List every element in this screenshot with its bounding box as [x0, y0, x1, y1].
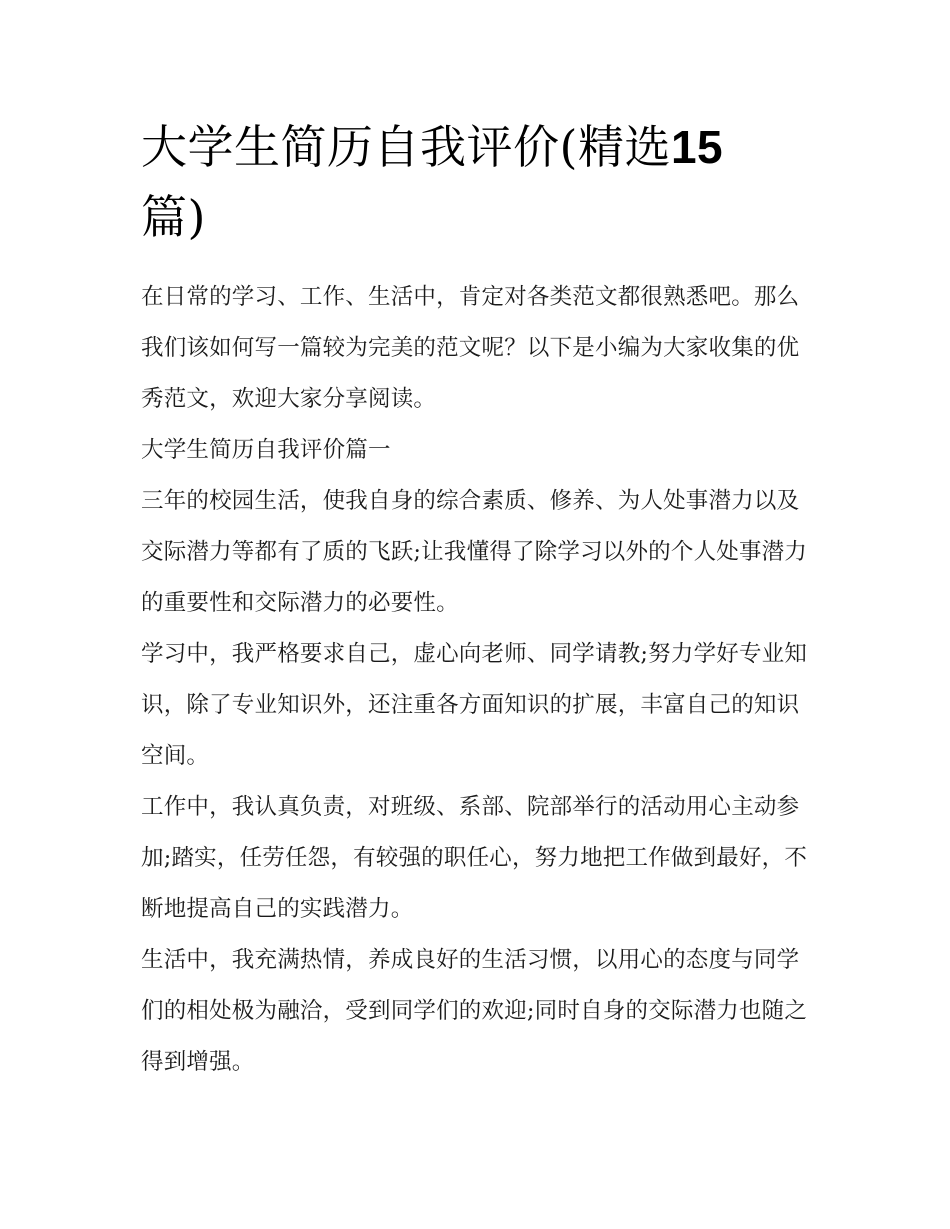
body-paragraph: 三年的校园生活，使我自身的综合素质、修养、为人处事潜力以及交际潜力等都有了质的飞跃;让我懂得了除学习以外的个人处事潜力的重要性和交际潜力的必要性。	[141, 488, 808, 616]
body-paragraph: 工作中，我认真负责，对班级、系部、院部举行的活动用心主动参加;踏实，任劳任怨，有较强的职任心，努力地把工作做到最好，不断地提高自己的实践潜力。	[141, 794, 808, 922]
section-heading: 大学生简历自我评价篇一	[141, 437, 391, 463]
intro-paragraph: 在日常的学习、工作、生活中，肯定对各类范文都很熟悉吧。那么我们该如何写一篇较为完美的范文呢？以下是小编为大家收集的优秀范文，欢迎大家分享阅读。	[141, 284, 800, 412]
title-number: 15	[670, 121, 724, 173]
document-content	[141, 112, 813, 1088]
document-title	[141, 112, 813, 252]
document-body	[141, 272, 813, 1088]
title-text-cont: 篇)	[141, 190, 206, 244]
title-text: 大学生简历自我评价(精选	[141, 120, 671, 174]
body-paragraph: 学习中，我严格要求自己，虚心向老师、同学请教;努力学好专业知识，除了专业知识外，还注重各方面知识的扩展，丰富自己的知识空间。	[141, 641, 808, 769]
body-paragraph: 生活中，我充满热情，养成良好的生活习惯，以用心的态度与同学们的相处极为融洽，受到同学们的欢迎;同时自身的交际潜力也随之得到增强。	[141, 947, 808, 1075]
